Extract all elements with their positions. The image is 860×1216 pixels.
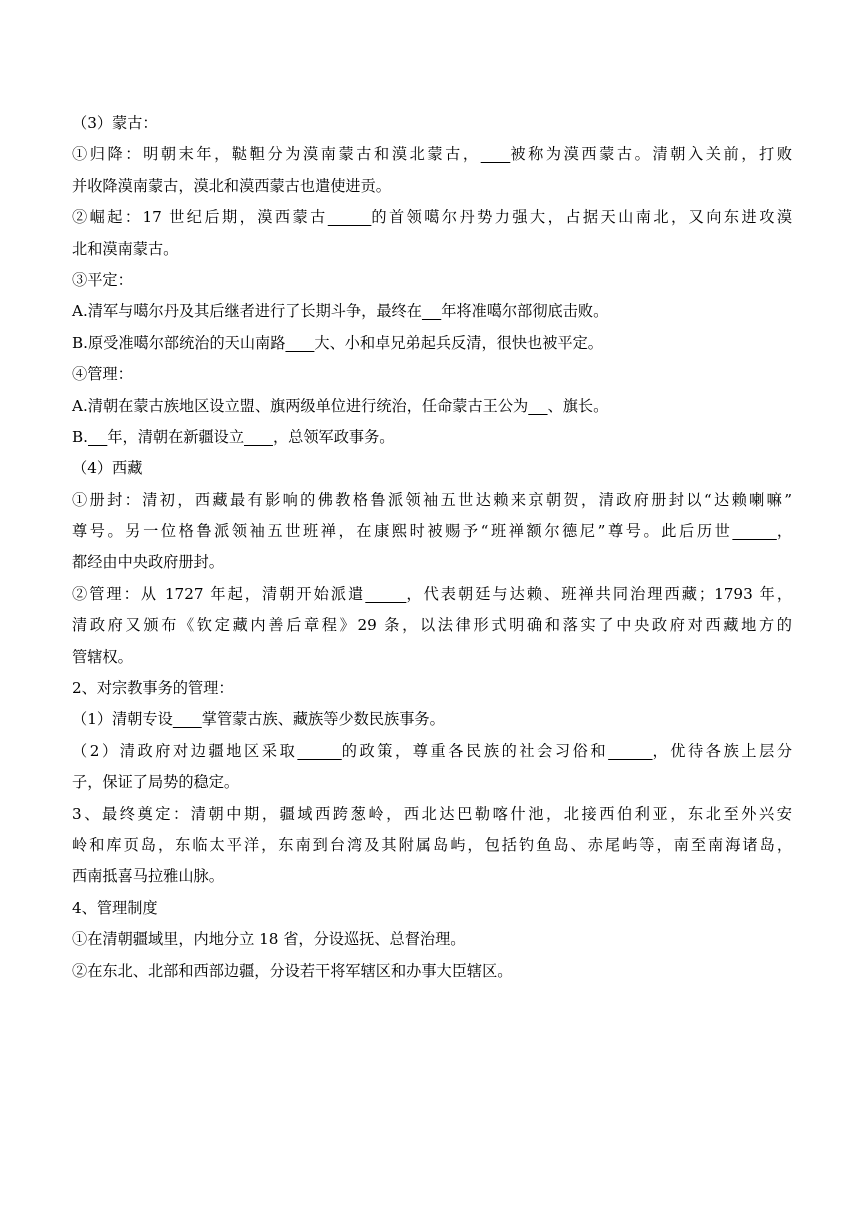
paragraph-line: （2）清政府对边疆地区采取 的政策，尊重各民族的社会习俗和 ，优待各族上层分 — [72, 741, 793, 760]
paragraph-line: A.清朝在蒙古族地区设立盟、旗两级单位进行统治，任命蒙古王公为 、旗长。 — [72, 396, 609, 415]
paragraph-line: ①在清朝疆域里，内地分立 18 省，分设巡抚、总督治理。 — [72, 930, 466, 949]
paragraph-line: 3、最终奠定：清朝中期，疆域西跨葱岭，西北达巴勒喀什池，北接西伯利亚，东北至外兴安 — [72, 804, 792, 823]
fill-in-blank — [173, 710, 202, 728]
paragraph-line: ①归降：明朝末年，鞑靼分为漠南蒙古和漠北蒙古， 被称为漠西蒙古。清朝入关前，打败 — [72, 145, 793, 164]
paragraph-line: 并收降漠南蒙古，漠北和漠西蒙古也遣使进贡。 — [72, 176, 391, 195]
subheading-administration: ④管理： — [72, 365, 133, 384]
paragraph-line: 岭和库页岛，东临太平洋，东南到台湾及其附属岛屿，包括钓鱼岛、赤尾屿等，南至南海诸岛， — [72, 835, 792, 854]
paragraph-line: （1）清朝专设 掌管蒙古族、藏族等少数民族事务。 — [72, 710, 445, 729]
fill-in-blank — [481, 145, 511, 163]
paragraph-line: 子，保证了局势的稳定。 — [72, 773, 240, 792]
fill-in-blank — [365, 585, 406, 603]
paragraph-line: ②在东北、北部和西部边疆，分设若干将军辖区和办事大臣辖区。 — [72, 961, 513, 980]
paragraph-line: ②崛起：17 世纪后期，漠西蒙古 的首领噶尔丹势力强大，占据天山南北，又向东进攻漠 — [72, 208, 793, 227]
paragraph-line: ②管理：从 1727 年起，清朝开始派遣 ，代表朝廷与达赖、班禅共同治理西藏；1793 年， — [72, 584, 793, 603]
paragraph-line: B.原受准噶尔部统治的天山南路 大、小和卓兄弟起兵反清，很快也被平定。 — [72, 333, 603, 352]
fill-in-blank — [422, 302, 441, 320]
fill-in-blank — [244, 428, 273, 446]
paragraph-line: A.清军与噶尔丹及其后继者进行了长期斗争，最终在 年将准噶尔部彻底击败。 — [72, 302, 609, 321]
fill-in-blank — [328, 208, 372, 226]
fill-in-blank — [608, 742, 652, 760]
paragraph-line: 尊号。另一位格鲁派领袖五世班禅，在康熙时被赐予“班禅额尔德尼”尊号。此后历世 ， — [72, 522, 792, 541]
section-heading-religion: 2、对宗教事务的管理： — [72, 679, 234, 698]
section-heading-mongolia: （3）蒙古： — [72, 114, 158, 132]
paragraph-line: B. 年，清朝在新疆设立 ，总领军政事务。 — [72, 427, 395, 446]
fill-in-blank — [297, 742, 341, 760]
fill-in-blank — [285, 334, 314, 352]
fill-in-blank — [732, 522, 776, 540]
paragraph-line: ①册封：清初，西藏最有影响的佛教格鲁派领袖五世达赖来京朝贺，清政府册封以“达赖喇嘛” — [72, 490, 792, 509]
paragraph-line: 都经由中央政府册封。 — [72, 553, 224, 572]
paragraph-line: 清政府又颁布《钦定藏内善后章程》29 条，以法律形式明确和落实了中央政府对西藏地方的 — [72, 616, 792, 635]
fill-in-blank — [528, 397, 547, 415]
paragraph-line: 北和漠南蒙古。 — [72, 239, 179, 258]
paragraph-line: 管辖权。 — [72, 647, 133, 666]
paragraph-line: 西南抵喜马拉雅山脉。 — [72, 867, 224, 886]
section-heading-tibet: （4）西藏 — [72, 459, 143, 478]
section-heading-management: 4、管理制度 — [72, 898, 158, 917]
fill-in-blank — [88, 428, 107, 446]
subheading-pacification: ③平定： — [72, 270, 133, 289]
document-body — [72, 108, 792, 987]
